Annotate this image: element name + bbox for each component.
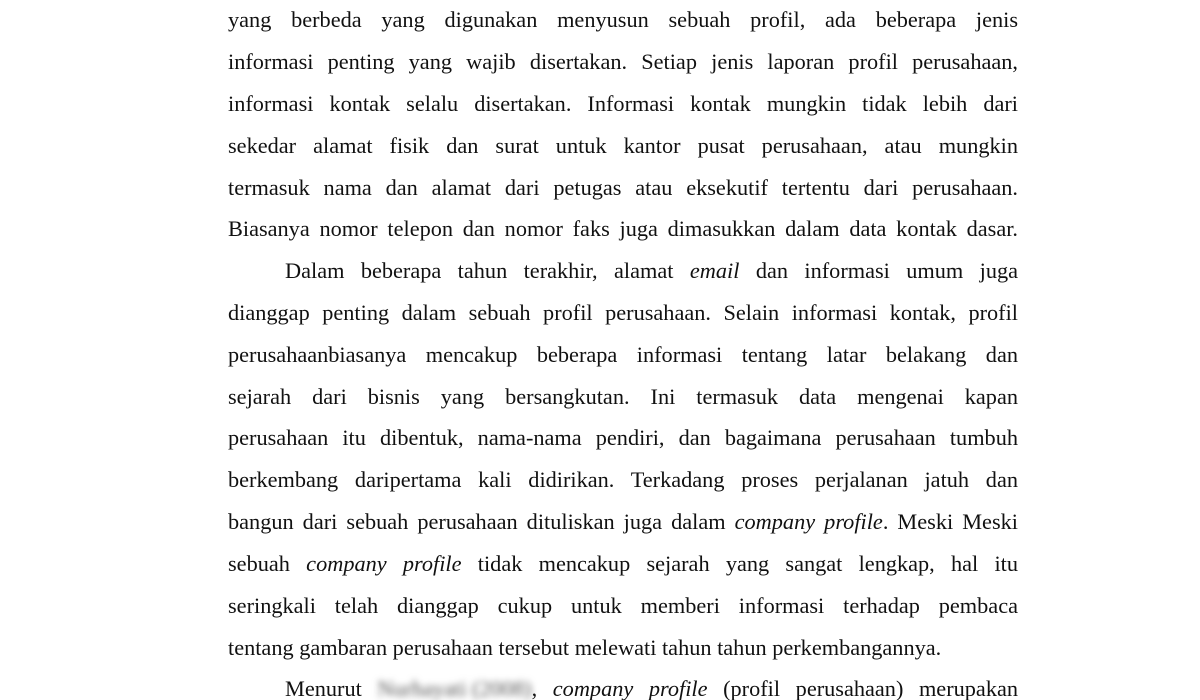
- text-segment: tidak mencakup sejarah yang sangat lengkap, hal itu: [477, 551, 1019, 576]
- text-segment: [735, 509, 954, 534]
- paragraph-2-line-7: [228, 507, 1018, 537]
- text-segment: Menurut: [285, 676, 362, 700]
- paragraph-2-line-3: perusahaanbiasanya mencakup beberapa informasi tentang latar belakang dan: [228, 342, 1018, 367]
- paragraph-2-line-1: [285, 256, 1018, 286]
- paragraph-2-line-9: seringkali telah dianggap cukup untuk memberi informasi terhadap pembaca: [228, 593, 1018, 618]
- text-segment: (profil perusahaan) merupakan: [723, 676, 1019, 700]
- paragraph-2-line-6: berkembang daripertama kali didirikan. Terkadang proses perjalanan jatuh dan: [228, 467, 1018, 492]
- paragraph-1-line-4: sekedar alamat fisik dan surat untuk kantor pusat perusahaan, atau mungkin: [228, 133, 1018, 158]
- text-segment: Dalam beberapa tahun terakhir, alamat: [285, 258, 674, 283]
- paragraph-1-line-1: yang berbeda yang digunakan menyusun sebuah profil, ada beberapa jenis: [228, 7, 1018, 32]
- paragraph-1-line-3: informasi kontak selalu disertakan. Informasi kontak mungkin tidak lebih dari: [228, 91, 1018, 116]
- text-segment: Meski: [962, 509, 1018, 534]
- text-segment: . Meski: [882, 509, 954, 534]
- text-segment: ,: [531, 676, 538, 700]
- text-segment: bangun dari sebuah perusahaan dituliskan juga dalam: [228, 509, 726, 534]
- italic-term-company-profile: company profile: [734, 509, 883, 534]
- text-segment: dan informasi umum juga: [755, 258, 1019, 283]
- paragraph-2-line-10: tentang gambaran perusahaan tersebut melewati tahun tahun perkembangannya.: [228, 635, 942, 660]
- text-segment: [377, 676, 537, 700]
- paragraph-2-line-8: [228, 549, 1018, 579]
- paragraph-1-line-6: Biasanya nomor telepon dan nomor faks juga dimasukkan dalam data kontak dasar.: [228, 216, 1018, 241]
- paragraph-1-line-5: termasuk nama dan alamat dari petugas atau eksekutif tertentu dari perusahaan.: [228, 175, 1018, 200]
- paragraph-1-line-2: informasi penting yang wajib disertakan. Setiap jenis laporan profil perusahaan,: [228, 49, 1018, 74]
- italic-term-company-profile: company profile: [306, 551, 462, 576]
- text-segment: sebuah: [228, 551, 290, 576]
- redacted-citation: Nurhayati (2008): [377, 676, 532, 700]
- paragraph-2-line-2: dianggap penting dalam sebuah profil perusahaan. Selain informasi kontak, profil: [228, 300, 1018, 325]
- paragraph-2-line-4: sejarah dari bisnis yang bersangkutan. Ini termasuk data mengenai kapan: [228, 384, 1018, 409]
- italic-term-email: email: [689, 258, 740, 283]
- italic-term-company-profile: company profile: [552, 676, 708, 700]
- paragraph-2-line-5: perusahaan itu dibentuk, nama-nama pendiri, dan bagaimana perusahaan tumbuh: [228, 425, 1018, 450]
- paragraph-3-line-1: [285, 674, 1018, 700]
